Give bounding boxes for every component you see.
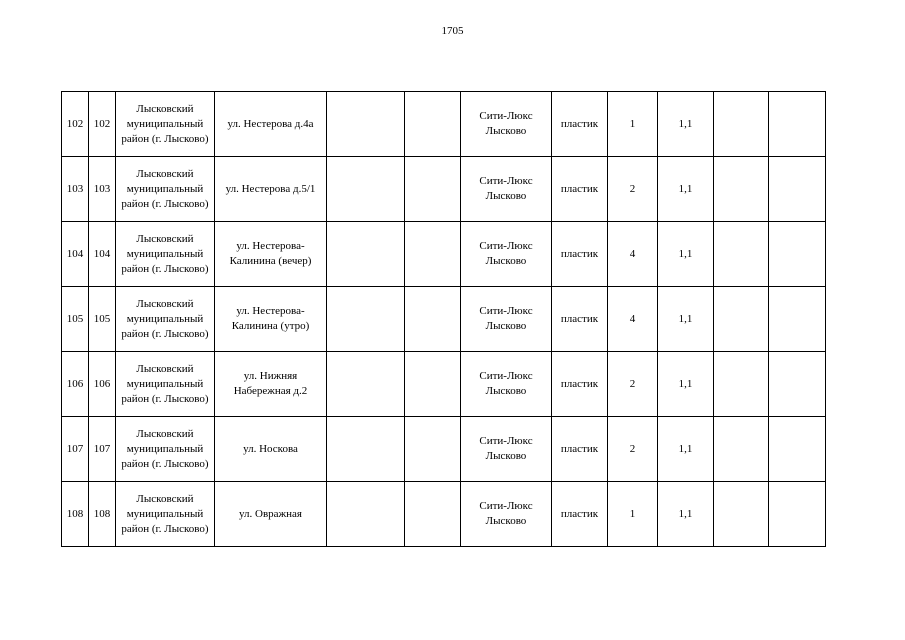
- row-number-cell: 105: [62, 287, 89, 352]
- empty-cell: [769, 287, 826, 352]
- empty-cell: [327, 352, 405, 417]
- quantity-cell: 1: [608, 92, 658, 157]
- row-number-cell: 103: [89, 157, 116, 222]
- quantity-cell: 1: [608, 482, 658, 547]
- table-row: [62, 157, 826, 222]
- volume-cell: 1,1: [658, 222, 714, 287]
- material-cell: пластик: [552, 92, 608, 157]
- district-cell: Лысковский муниципальный район (г. Лысково): [116, 352, 215, 417]
- page-number: 1705: [441, 25, 464, 37]
- table-row: [62, 417, 826, 482]
- operator-cell: Сити-Люкс Лысково: [461, 92, 552, 157]
- row-number-cell: 107: [89, 417, 116, 482]
- quantity-cell: 4: [608, 222, 658, 287]
- district-cell: Лысковский муниципальный район (г. Лысково): [116, 417, 215, 482]
- row-number-cell: 108: [62, 482, 89, 547]
- material-cell: пластик: [552, 417, 608, 482]
- table-row: [62, 352, 826, 417]
- empty-cell: [714, 92, 769, 157]
- quantity-cell: 2: [608, 157, 658, 222]
- empty-cell: [714, 222, 769, 287]
- empty-cell: [327, 222, 405, 287]
- empty-cell: [769, 92, 826, 157]
- row-number-cell: 102: [89, 92, 116, 157]
- volume-cell: 1,1: [658, 482, 714, 547]
- empty-cell: [405, 417, 461, 482]
- address-cell: ул. Нестерова д.5/1: [215, 157, 327, 222]
- operator-cell: Сити-Люкс Лысково: [461, 287, 552, 352]
- empty-cell: [714, 157, 769, 222]
- material-cell: пластик: [552, 287, 608, 352]
- district-cell: Лысковский муниципальный район (г. Лысково): [116, 92, 215, 157]
- empty-cell: [769, 222, 826, 287]
- empty-cell: [405, 222, 461, 287]
- row-number-cell: 106: [62, 352, 89, 417]
- district-cell: Лысковский муниципальный район (г. Лысково): [116, 157, 215, 222]
- volume-cell: 1,1: [658, 352, 714, 417]
- table-row: [62, 222, 826, 287]
- quantity-cell: 4: [608, 287, 658, 352]
- row-number-cell: 107: [62, 417, 89, 482]
- row-number-cell: 102: [62, 92, 89, 157]
- district-cell: Лысковский муниципальный район (г. Лысково): [116, 287, 215, 352]
- row-number-cell: 106: [89, 352, 116, 417]
- empty-cell: [327, 482, 405, 547]
- material-cell: пластик: [552, 352, 608, 417]
- volume-cell: 1,1: [658, 287, 714, 352]
- address-cell: ул. Овражная: [215, 482, 327, 547]
- table-row: [62, 92, 826, 157]
- address-cell: ул. Нестерова- Калинина (утро): [215, 287, 327, 352]
- empty-cell: [327, 157, 405, 222]
- row-number-cell: 105: [89, 287, 116, 352]
- empty-cell: [327, 417, 405, 482]
- row-number-cell: 104: [62, 222, 89, 287]
- address-cell: ул. Нижняя Набережная д.2: [215, 352, 327, 417]
- quantity-cell: 2: [608, 352, 658, 417]
- empty-cell: [769, 482, 826, 547]
- empty-cell: [769, 157, 826, 222]
- material-cell: пластик: [552, 482, 608, 547]
- volume-cell: 1,1: [658, 417, 714, 482]
- table-row: [62, 287, 826, 352]
- empty-cell: [327, 287, 405, 352]
- material-cell: пластик: [552, 222, 608, 287]
- address-cell: ул. Носкова: [215, 417, 327, 482]
- operator-cell: Сити-Люкс Лысково: [461, 352, 552, 417]
- volume-cell: 1,1: [658, 92, 714, 157]
- material-cell: пластик: [552, 157, 608, 222]
- empty-cell: [327, 92, 405, 157]
- table-row: [62, 482, 826, 547]
- address-cell: ул. Нестерова д.4а: [215, 92, 327, 157]
- district-cell: Лысковский муниципальный район (г. Лысково): [116, 482, 215, 547]
- operator-cell: Сити-Люкс Лысково: [461, 482, 552, 547]
- empty-cell: [405, 287, 461, 352]
- empty-cell: [714, 417, 769, 482]
- empty-cell: [714, 287, 769, 352]
- quantity-cell: 2: [608, 417, 658, 482]
- empty-cell: [405, 92, 461, 157]
- volume-cell: 1,1: [658, 157, 714, 222]
- row-number-cell: 104: [89, 222, 116, 287]
- district-cell: Лысковский муниципальный район (г. Лысково): [116, 222, 215, 287]
- empty-cell: [405, 157, 461, 222]
- empty-cell: [405, 352, 461, 417]
- empty-cell: [769, 417, 826, 482]
- empty-cell: [714, 482, 769, 547]
- address-cell: ул. Нестерова- Калинина (вечер): [215, 222, 327, 287]
- operator-cell: Сити-Люкс Лысково: [461, 157, 552, 222]
- empty-cell: [769, 352, 826, 417]
- empty-cell: [405, 482, 461, 547]
- operator-cell: Сити-Люкс Лысково: [461, 222, 552, 287]
- empty-cell: [714, 352, 769, 417]
- row-number-cell: 108: [89, 482, 116, 547]
- operator-cell: Сити-Люкс Лысково: [461, 417, 552, 482]
- row-number-cell: 103: [62, 157, 89, 222]
- data-table: [61, 91, 826, 547]
- table-body: [62, 92, 826, 547]
